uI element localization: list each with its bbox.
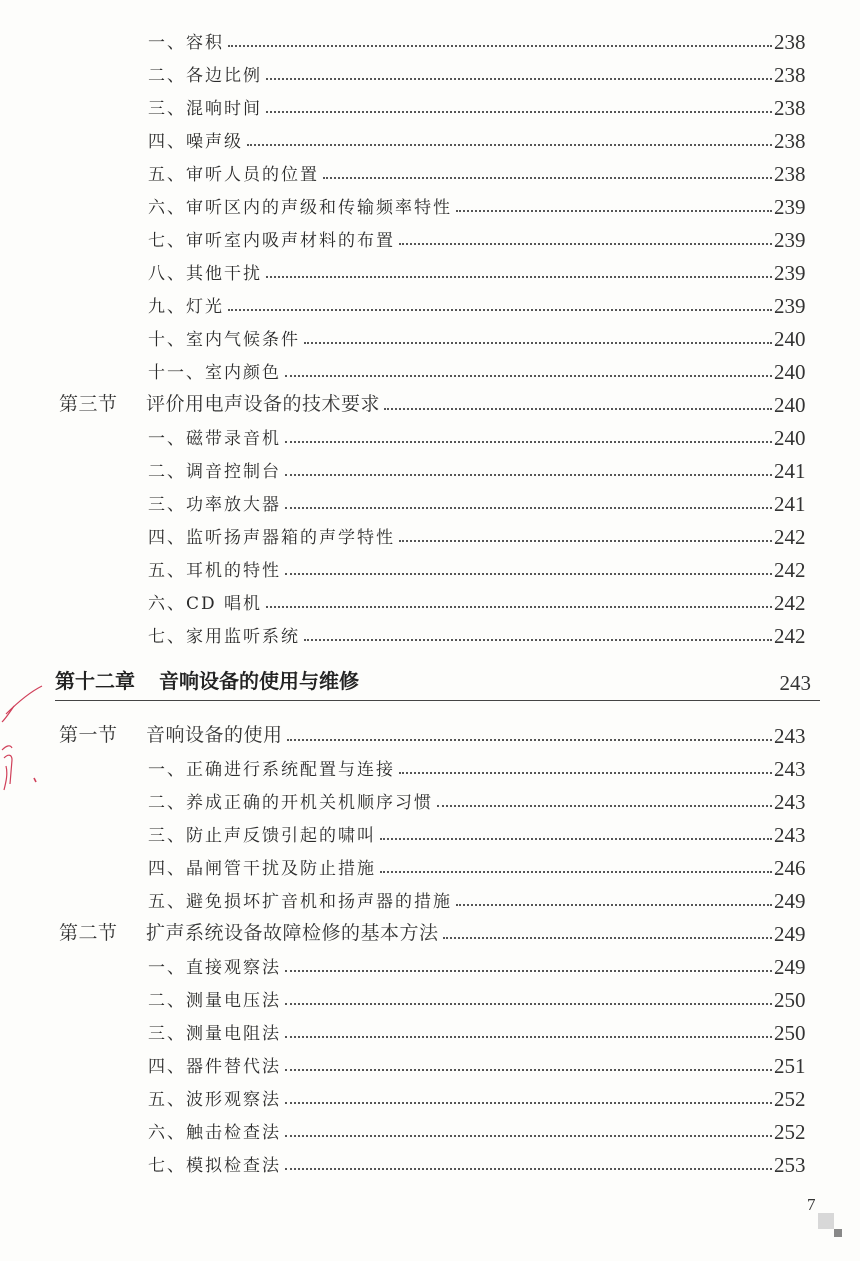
- toc-item[interactable]: 二、各边比例 238: [0, 53, 860, 86]
- toc-item[interactable]: 一、正确进行系统配置与连接 243: [0, 747, 860, 780]
- toc-item[interactable]: 七、家用监听系统 242: [0, 614, 860, 647]
- leader-dots: [285, 1002, 772, 1005]
- toc-item[interactable]: 二、测量电压法 250: [0, 978, 860, 1011]
- toc-item[interactable]: 六、触击检查法 252: [0, 1110, 860, 1143]
- leader-dots: [285, 1134, 772, 1137]
- toc-section-1[interactable]: 第一节 音响设备的使用 243: [0, 714, 860, 747]
- handwritten-annotation-icon: [0, 680, 60, 810]
- leader-dots: [304, 341, 772, 344]
- toc-section-3[interactable]: 第三节 评价用电声设备的技术要求 240: [0, 383, 860, 416]
- section-number: 第二节: [59, 922, 118, 944]
- section-title: 音响设备的使用: [146, 724, 283, 746]
- leader-dots: [266, 110, 772, 113]
- leader-dots: [380, 837, 772, 840]
- toc-item[interactable]: 三、功率放大器 241: [0, 482, 860, 515]
- page-number: 7: [807, 1195, 816, 1214]
- toc-item[interactable]: 三、防止声反馈引起的啸叫 243: [0, 813, 860, 846]
- leader-dots: [285, 1068, 772, 1071]
- scan-artifact: [818, 1213, 834, 1229]
- toc-item[interactable]: 四、器件替代法 251: [0, 1044, 860, 1077]
- toc-item[interactable]: 五、审听人员的位置 238: [0, 152, 860, 185]
- toc-item[interactable]: 二、养成正确的开机关机顺序习惯 243: [0, 780, 860, 813]
- toc-item[interactable]: 九、灯光 239: [0, 284, 860, 317]
- chapter-title: 音响设备的使用与维修: [159, 669, 359, 693]
- toc-item[interactable]: 四、晶闸管干扰及防止措施 246: [0, 846, 860, 879]
- leader-dots: [399, 771, 772, 774]
- leader-dots: [285, 1101, 772, 1104]
- toc-item[interactable]: 四、监听扬声器箱的声学特性 242: [0, 515, 860, 548]
- toc-item[interactable]: 五、避免损坏扩音机和扬声器的措施 249: [0, 879, 860, 912]
- leader-dots: [285, 572, 772, 575]
- leader-dots: [456, 903, 772, 906]
- toc-item[interactable]: 三、测量电阻法 250: [0, 1011, 860, 1044]
- toc-item[interactable]: 四、噪声级 238: [0, 119, 860, 152]
- toc-item[interactable]: 八、其他干扰 239: [0, 251, 860, 284]
- toc-item[interactable]: 五、耳机的特性 242: [0, 548, 860, 581]
- toc-item[interactable]: 一、直接观察法 249: [0, 945, 860, 978]
- toc-item[interactable]: 一、磁带录音机 240: [0, 416, 860, 449]
- leader-dots: [456, 209, 772, 212]
- toc-item[interactable]: 七、审听室内吸声材料的布置 239: [0, 218, 860, 251]
- leader-dots: [285, 969, 772, 972]
- leader-dots: [285, 440, 772, 443]
- leader-dots: [285, 1035, 772, 1038]
- chapter-page: 243: [779, 671, 811, 695]
- leader-dots: [443, 936, 772, 939]
- leader-dots: [266, 275, 772, 278]
- section-title: 评价用电声设备的技术要求: [146, 393, 381, 415]
- leader-dots: [304, 638, 772, 641]
- chapter-number: 第十二章: [55, 669, 135, 693]
- leader-dots: [384, 407, 772, 410]
- toc-item[interactable]: 十一、室内颜色 240: [0, 350, 860, 383]
- toc-item[interactable]: 五、波形观察法 252: [0, 1077, 860, 1110]
- leader-dots: [247, 143, 772, 146]
- leader-dots: [285, 1167, 772, 1170]
- toc-item[interactable]: 六、CD 唱机 242: [0, 581, 860, 614]
- leader-dots: [323, 176, 772, 179]
- leader-dots: [287, 738, 772, 741]
- chapter-heading[interactable]: [55, 664, 820, 701]
- leader-dots: [266, 77, 772, 80]
- leader-dots: [380, 870, 772, 873]
- toc-item[interactable]: 十、室内气候条件 240: [0, 317, 860, 350]
- section-title: 扩声系统设备故障检修的基本方法: [146, 922, 439, 944]
- scan-artifact: [834, 1229, 842, 1237]
- toc-item[interactable]: 一、容积 238: [0, 20, 860, 53]
- toc-item[interactable]: 六、审听区内的声级和传输频率特性 239: [0, 185, 860, 218]
- leader-dots: [228, 308, 772, 311]
- leader-dots: [285, 473, 772, 476]
- toc-item[interactable]: 七、模拟检查法 253: [0, 1143, 860, 1176]
- leader-dots: [285, 506, 772, 509]
- section-number: 第三节: [59, 393, 118, 415]
- leader-dots: [399, 242, 772, 245]
- toc-item[interactable]: 三、混响时间 238: [0, 86, 860, 119]
- toc-section-2[interactable]: 第二节 扩声系统设备故障检修的基本方法 249: [0, 912, 860, 945]
- leader-dots: [228, 44, 772, 47]
- leader-dots: [266, 605, 772, 608]
- leader-dots: [285, 374, 772, 377]
- section-number: 第一节: [59, 724, 118, 746]
- leader-dots: [437, 804, 772, 807]
- toc-item[interactable]: 二、调音控制台 241: [0, 449, 860, 482]
- leader-dots: [399, 539, 772, 542]
